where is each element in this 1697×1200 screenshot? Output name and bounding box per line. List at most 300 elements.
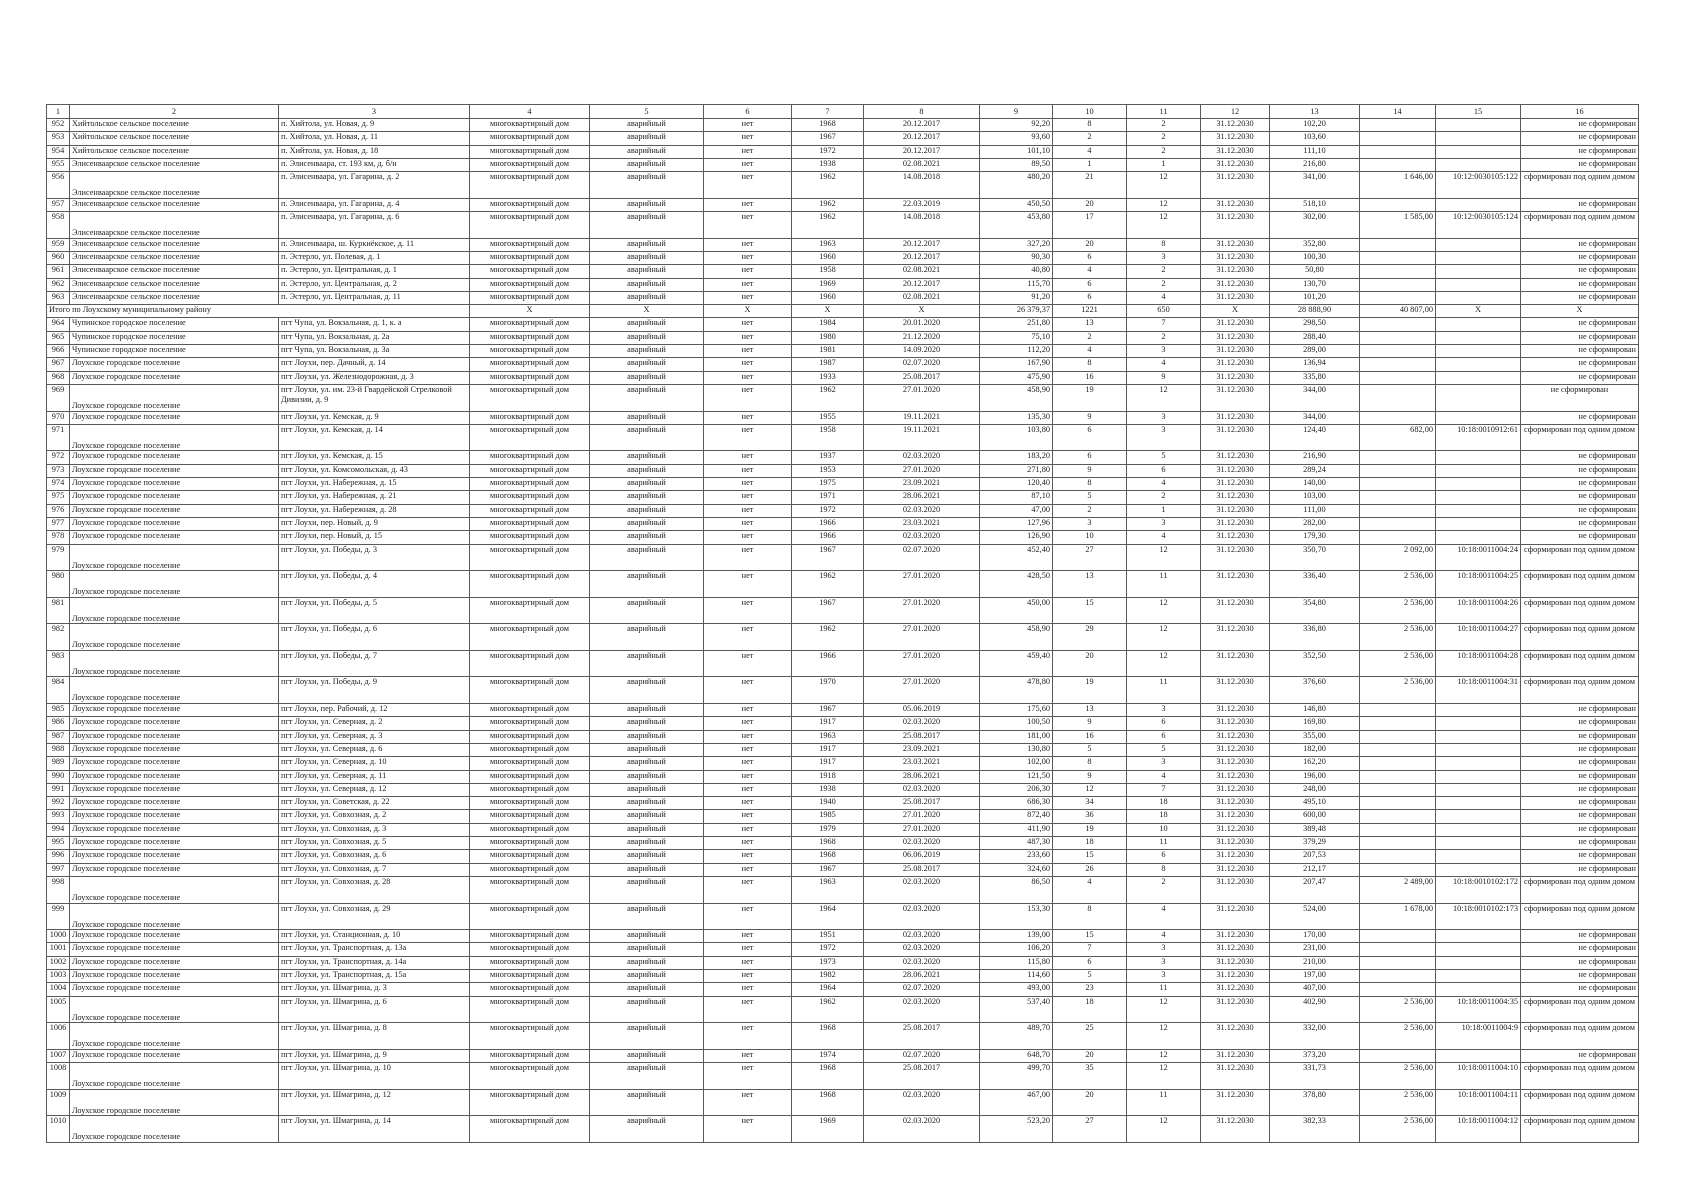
table-row [47,823,1639,836]
table-row [47,876,1639,903]
settlement: Чупинское городское поселение [70,318,279,331]
settlement: Хийтольское сельское поселение [70,132,279,145]
condition: аварийный [590,238,704,251]
condition: аварийный [590,996,704,1023]
residents: 20 [1053,650,1127,677]
recognized-date: 02.03.2020 [864,504,980,517]
apartments: 3 [1127,345,1201,358]
recognized-date: 25.08.2017 [864,797,980,810]
row-number: 983 [47,650,70,677]
settlement: Лоухское городское поселение [70,757,279,770]
cost: 298,50 [1270,318,1360,331]
year-built: 1975 [792,478,864,491]
residents: 6 [1053,251,1127,264]
column-header: 14 [1360,105,1436,119]
condition: аварийный [590,158,704,171]
deadline: 31.12.2030 [1201,1116,1270,1143]
column-header: 2 [70,105,279,119]
address: пгт Лоухи, ул. Победы, д. 5 [279,597,470,624]
condition: аварийный [590,291,704,304]
address: п. Хийтола, ул. Новая, д. 9 [279,119,470,132]
land-area: 2 536,00 [1360,996,1436,1023]
recognized-date: 02.03.2020 [864,1116,980,1143]
area: 127,96 [980,517,1053,530]
recognized-date: 02.03.2020 [864,903,980,930]
cadastral-number [1436,823,1521,836]
row-number: 1005 [47,996,70,1023]
apartments: 12 [1127,544,1201,571]
land-area: 1 585,00 [1360,212,1436,239]
residents: 18 [1053,996,1127,1023]
residents: 3 [1053,517,1127,530]
condition: аварийный [590,837,704,850]
recognized-date: 02.03.2020 [864,876,980,903]
apartments: 7 [1127,318,1201,331]
cadastral-number [1436,837,1521,850]
land-status: сформирован под одним домом [1521,996,1639,1023]
condition: аварийный [590,770,704,783]
table-row [47,265,1639,278]
settlement: Лоухское городское поселение [70,358,279,371]
settlement: Лоухское городское поселение [70,650,279,677]
recognized-date: 19.11.2021 [864,411,980,424]
apartments: 3 [1127,757,1201,770]
deadline: 31.12.2030 [1201,996,1270,1023]
area: 181,00 [980,730,1053,743]
settlement: Элисенваарское сельское поселение [70,278,279,291]
deadline: 31.12.2030 [1201,717,1270,730]
settlement: Элисенваарское сельское поселение [70,238,279,251]
cost: 103,60 [1270,132,1360,145]
cost: 216,80 [1270,158,1360,171]
cadastral-number [1436,158,1521,171]
deadline: 31.12.2030 [1201,1049,1270,1062]
flag: нет [704,943,792,956]
condition: аварийный [590,371,704,384]
table-row [47,172,1639,199]
condition: аварийный [590,251,704,264]
settlement: Элисенваарское сельское поселение [70,198,279,211]
apartments: 11 [1127,677,1201,704]
subtotal-cell: 28 888,90 [1270,305,1360,318]
apartments: 2 [1127,145,1201,158]
land-status: не сформирован [1521,757,1639,770]
residents: 6 [1053,451,1127,464]
year-built: 1940 [792,797,864,810]
area: 499,70 [980,1063,1053,1090]
land-area [1360,730,1436,743]
condition: аварийный [590,172,704,199]
apartments: 12 [1127,198,1201,211]
recognized-date: 21.12.2020 [864,331,980,344]
address: пгт Лоухи, ул. Совхозная, д. 29 [279,903,470,930]
deadline: 31.12.2030 [1201,1089,1270,1116]
column-header: 4 [470,105,590,119]
flag: нет [704,996,792,1023]
deadline: 31.12.2030 [1201,172,1270,199]
cadastral-number [1436,145,1521,158]
house-type: многоквартирный дом [470,371,590,384]
land-status: сформирован под одним домом [1521,424,1639,451]
house-type: многоквартирный дом [470,504,590,517]
address: пгт Чупа, ул. Вокзальная, д. 2а [279,331,470,344]
row-number: 966 [47,345,70,358]
condition: аварийный [590,531,704,544]
cost: 352,50 [1270,650,1360,677]
year-built: 1970 [792,677,864,704]
settlement: Лоухское городское поселение [70,424,279,451]
table-row [47,970,1639,983]
house-type: многоквартирный дом [470,531,590,544]
address: пгт Лоухи, ул. Совхозная, д. 5 [279,837,470,850]
apartments: 12 [1127,650,1201,677]
recognized-date: 23.09.2021 [864,743,980,756]
cadastral-number: 10:18:0010102:173 [1436,903,1521,930]
land-status: не сформирован [1521,837,1639,850]
column-header: 12 [1201,105,1270,119]
year-built: 1951 [792,930,864,943]
cost: 382,33 [1270,1116,1360,1143]
residents: 19 [1053,677,1127,704]
year-built: 1968 [792,1063,864,1090]
cadastral-number [1436,770,1521,783]
deadline: 31.12.2030 [1201,198,1270,211]
apartments: 4 [1127,770,1201,783]
settlement: Лоухское городское поселение [70,491,279,504]
row-number: 975 [47,491,70,504]
land-area [1360,783,1436,796]
subtotal-cell: X [470,305,590,318]
land-area: 1 646,00 [1360,172,1436,199]
cost: 344,00 [1270,384,1360,411]
flag: нет [704,1116,792,1143]
row-number: 957 [47,198,70,211]
area: 450,50 [980,198,1053,211]
apartments: 2 [1127,265,1201,278]
recognized-date: 25.08.2017 [864,863,980,876]
area: 475,90 [980,371,1053,384]
area: 91,20 [980,291,1053,304]
recognized-date: 25.08.2017 [864,730,980,743]
land-status: не сформирован [1521,823,1639,836]
flag: нет [704,331,792,344]
residents: 13 [1053,318,1127,331]
house-type: многоквартирный дом [470,823,590,836]
row-number: 962 [47,278,70,291]
apartments: 11 [1127,571,1201,598]
land-status: не сформирован [1521,850,1639,863]
house-type: многоквартирный дом [470,863,590,876]
settlement: Лоухское городское поселение [70,903,279,930]
row-number: 992 [47,797,70,810]
land-status: не сформирован [1521,770,1639,783]
condition: аварийный [590,717,704,730]
flag: нет [704,743,792,756]
house-type: многоквартирный дом [470,1089,590,1116]
settlement: Лоухское городское поселение [70,531,279,544]
row-number: 987 [47,730,70,743]
area: 233,60 [980,850,1053,863]
apartments: 2 [1127,278,1201,291]
deadline: 31.12.2030 [1201,650,1270,677]
house-type: многоквартирный дом [470,451,590,464]
year-built: 1966 [792,517,864,530]
condition: аварийный [590,956,704,969]
land-area: 2 536,00 [1360,1089,1436,1116]
land-area [1360,930,1436,943]
settlement: Лоухское городское поселение [70,384,279,411]
flag: нет [704,983,792,996]
area: 112,20 [980,345,1053,358]
subtotal-cell: X [590,305,704,318]
deadline: 31.12.2030 [1201,145,1270,158]
condition: аварийный [590,863,704,876]
condition: аварийный [590,797,704,810]
deadline: 31.12.2030 [1201,278,1270,291]
condition: аварийный [590,757,704,770]
row-number: 963 [47,291,70,304]
deadline: 31.12.2030 [1201,930,1270,943]
cost: 197,00 [1270,970,1360,983]
cost: 207,47 [1270,876,1360,903]
cost: 130,70 [1270,278,1360,291]
year-built: 1973 [792,956,864,969]
flag: нет [704,531,792,544]
table-row [47,451,1639,464]
condition: аварийный [590,517,704,530]
area: 648,70 [980,1049,1053,1062]
residents: 13 [1053,704,1127,717]
year-built: 1963 [792,876,864,903]
address: п. Хийтола, ул. Новая, д. 11 [279,132,470,145]
area: 90,30 [980,251,1053,264]
area: 106,20 [980,943,1053,956]
cadastral-number [1436,384,1521,411]
settlement: Лоухское городское поселение [70,1116,279,1143]
recognized-date: 22.03.2019 [864,198,980,211]
recognized-date: 14.08.2018 [864,172,980,199]
land-area [1360,517,1436,530]
settlement: Лоухское городское поселение [70,597,279,624]
settlement: Хийтольское сельское поселение [70,119,279,132]
land-status: не сформирован [1521,970,1639,983]
cadastral-number [1436,278,1521,291]
row-number: 998 [47,876,70,903]
deadline: 31.12.2030 [1201,903,1270,930]
cost: 600,00 [1270,810,1360,823]
flag: нет [704,384,792,411]
area: 115,70 [980,278,1053,291]
area: 175,60 [980,704,1053,717]
cost: 352,80 [1270,238,1360,251]
flag: нет [704,704,792,717]
flag: нет [704,198,792,211]
cadastral-number [1436,345,1521,358]
cadastral-number [1436,198,1521,211]
table-row [47,956,1639,969]
deadline: 31.12.2030 [1201,597,1270,624]
table-row [47,783,1639,796]
residents: 26 [1053,863,1127,876]
year-built: 1968 [792,1089,864,1116]
house-type: многоквартирный дом [470,876,590,903]
year-built: 1966 [792,531,864,544]
land-area [1360,251,1436,264]
land-area [1360,850,1436,863]
area: 167,90 [980,358,1053,371]
house-type: многоквартирный дом [470,145,590,158]
cadastral-number: 10:18:0011004:9 [1436,1023,1521,1050]
row-number: 976 [47,504,70,517]
settlement: Лоухское городское поселение [70,730,279,743]
flag: нет [704,677,792,704]
address: пгт Лоухи, ул. Победы, д. 7 [279,650,470,677]
area: 523,20 [980,1116,1053,1143]
land-status: не сформирован [1521,491,1639,504]
residents: 27 [1053,1116,1127,1143]
apartments: 2 [1127,119,1201,132]
row-number: 985 [47,704,70,717]
table-row [47,158,1639,171]
recognized-date: 20.12.2017 [864,238,980,251]
address: пгт Лоухи, ул. Северная, д. 3 [279,730,470,743]
recognized-date: 02.07.2020 [864,358,980,371]
apartments: 8 [1127,863,1201,876]
area: 872,40 [980,810,1053,823]
land-status: сформирован под одним домом [1521,624,1639,651]
year-built: 1958 [792,424,864,451]
flag: нет [704,158,792,171]
recognized-date: 02.03.2020 [864,717,980,730]
cadastral-number [1436,943,1521,956]
condition: аварийный [590,823,704,836]
cost: 344,00 [1270,411,1360,424]
cadastral-number [1436,717,1521,730]
residents: 8 [1053,478,1127,491]
area: 453,80 [980,212,1053,239]
row-number: 965 [47,331,70,344]
apartments: 2 [1127,331,1201,344]
cadastral-number: 10:18:0011004:24 [1436,544,1521,571]
house-type: многоквартирный дом [470,930,590,943]
apartments: 12 [1127,384,1201,411]
area: 101,10 [980,145,1053,158]
table-row [47,544,1639,571]
settlement: Лоухское городское поселение [70,571,279,598]
cost: 341,00 [1270,172,1360,199]
recognized-date: 02.03.2020 [864,996,980,1023]
row-number: 954 [47,145,70,158]
cost: 289,24 [1270,464,1360,477]
table-row [47,650,1639,677]
column-header: 5 [590,105,704,119]
table-row [47,504,1639,517]
apartments: 6 [1127,850,1201,863]
address: пгт Лоухи, ул. Совхозная, д. 2 [279,810,470,823]
address: пгт Лоухи, ул. Станционная, д. 10 [279,930,470,943]
table-row [47,624,1639,651]
row-number: 993 [47,810,70,823]
area: 458,90 [980,624,1053,651]
cadastral-number: 10:18:0010912:61 [1436,424,1521,451]
table-row [47,424,1639,451]
subtotal-cell: X [864,305,980,318]
address: пгт Лоухи, ул. Шмагрина, д. 3 [279,983,470,996]
land-status: не сформирован [1521,145,1639,158]
apartments: 3 [1127,517,1201,530]
area: 114,60 [980,970,1053,983]
flag: нет [704,132,792,145]
deadline: 31.12.2030 [1201,850,1270,863]
condition: аварийный [590,624,704,651]
flag: нет [704,823,792,836]
land-area [1360,770,1436,783]
recognized-date: 02.07.2020 [864,1049,980,1062]
condition: аварийный [590,384,704,411]
address: пгт Лоухи, ул. им. 23-й Гвардейской Стрелковой Дивизии, д. 9 [279,384,470,411]
flag: нет [704,810,792,823]
cost: 162,20 [1270,757,1360,770]
year-built: 1938 [792,783,864,796]
year-built: 1964 [792,903,864,930]
cadastral-number [1436,810,1521,823]
land-status: сформирован под одним домом [1521,544,1639,571]
condition: аварийный [590,970,704,983]
house-type: многоквартирный дом [470,212,590,239]
area: 87,10 [980,491,1053,504]
settlement: Лоухское городское поселение [70,1023,279,1050]
area: 487,30 [980,837,1053,850]
land-area: 682,00 [1360,424,1436,451]
deadline: 31.12.2030 [1201,464,1270,477]
area: 153,30 [980,903,1053,930]
residents: 19 [1053,384,1127,411]
table-row [47,863,1639,876]
house-type: многоквартирный дом [470,770,590,783]
settlement: Элисенваарское сельское поселение [70,251,279,264]
cadastral-number [1436,358,1521,371]
table-row [47,810,1639,823]
deadline: 31.12.2030 [1201,158,1270,171]
flag: нет [704,903,792,930]
house-type: многоквартирный дом [470,411,590,424]
land-status: не сформирован [1521,384,1639,411]
table-row [47,145,1639,158]
land-area: 2 536,00 [1360,571,1436,598]
cadastral-number [1436,863,1521,876]
land-area [1360,291,1436,304]
land-status: сформирован под одним домом [1521,677,1639,704]
row-number: 961 [47,265,70,278]
residents: 12 [1053,783,1127,796]
deadline: 31.12.2030 [1201,797,1270,810]
area: 327,20 [980,238,1053,251]
year-built: 1917 [792,743,864,756]
house-type: многоквартирный дом [470,358,590,371]
subtotal-cell: X [1436,305,1521,318]
residents: 5 [1053,970,1127,983]
residents: 8 [1053,757,1127,770]
cadastral-number: 10:12:0030105:124 [1436,212,1521,239]
area: 480,20 [980,172,1053,199]
land-status: не сформирован [1521,318,1639,331]
settlement: Лоухское городское поселение [70,770,279,783]
recognized-date: 02.03.2020 [864,930,980,943]
apartments: 12 [1127,597,1201,624]
year-built: 1971 [792,491,864,504]
address: пгт Лоухи, ул. Шмагрина, д. 6 [279,996,470,1023]
row-number: 953 [47,132,70,145]
